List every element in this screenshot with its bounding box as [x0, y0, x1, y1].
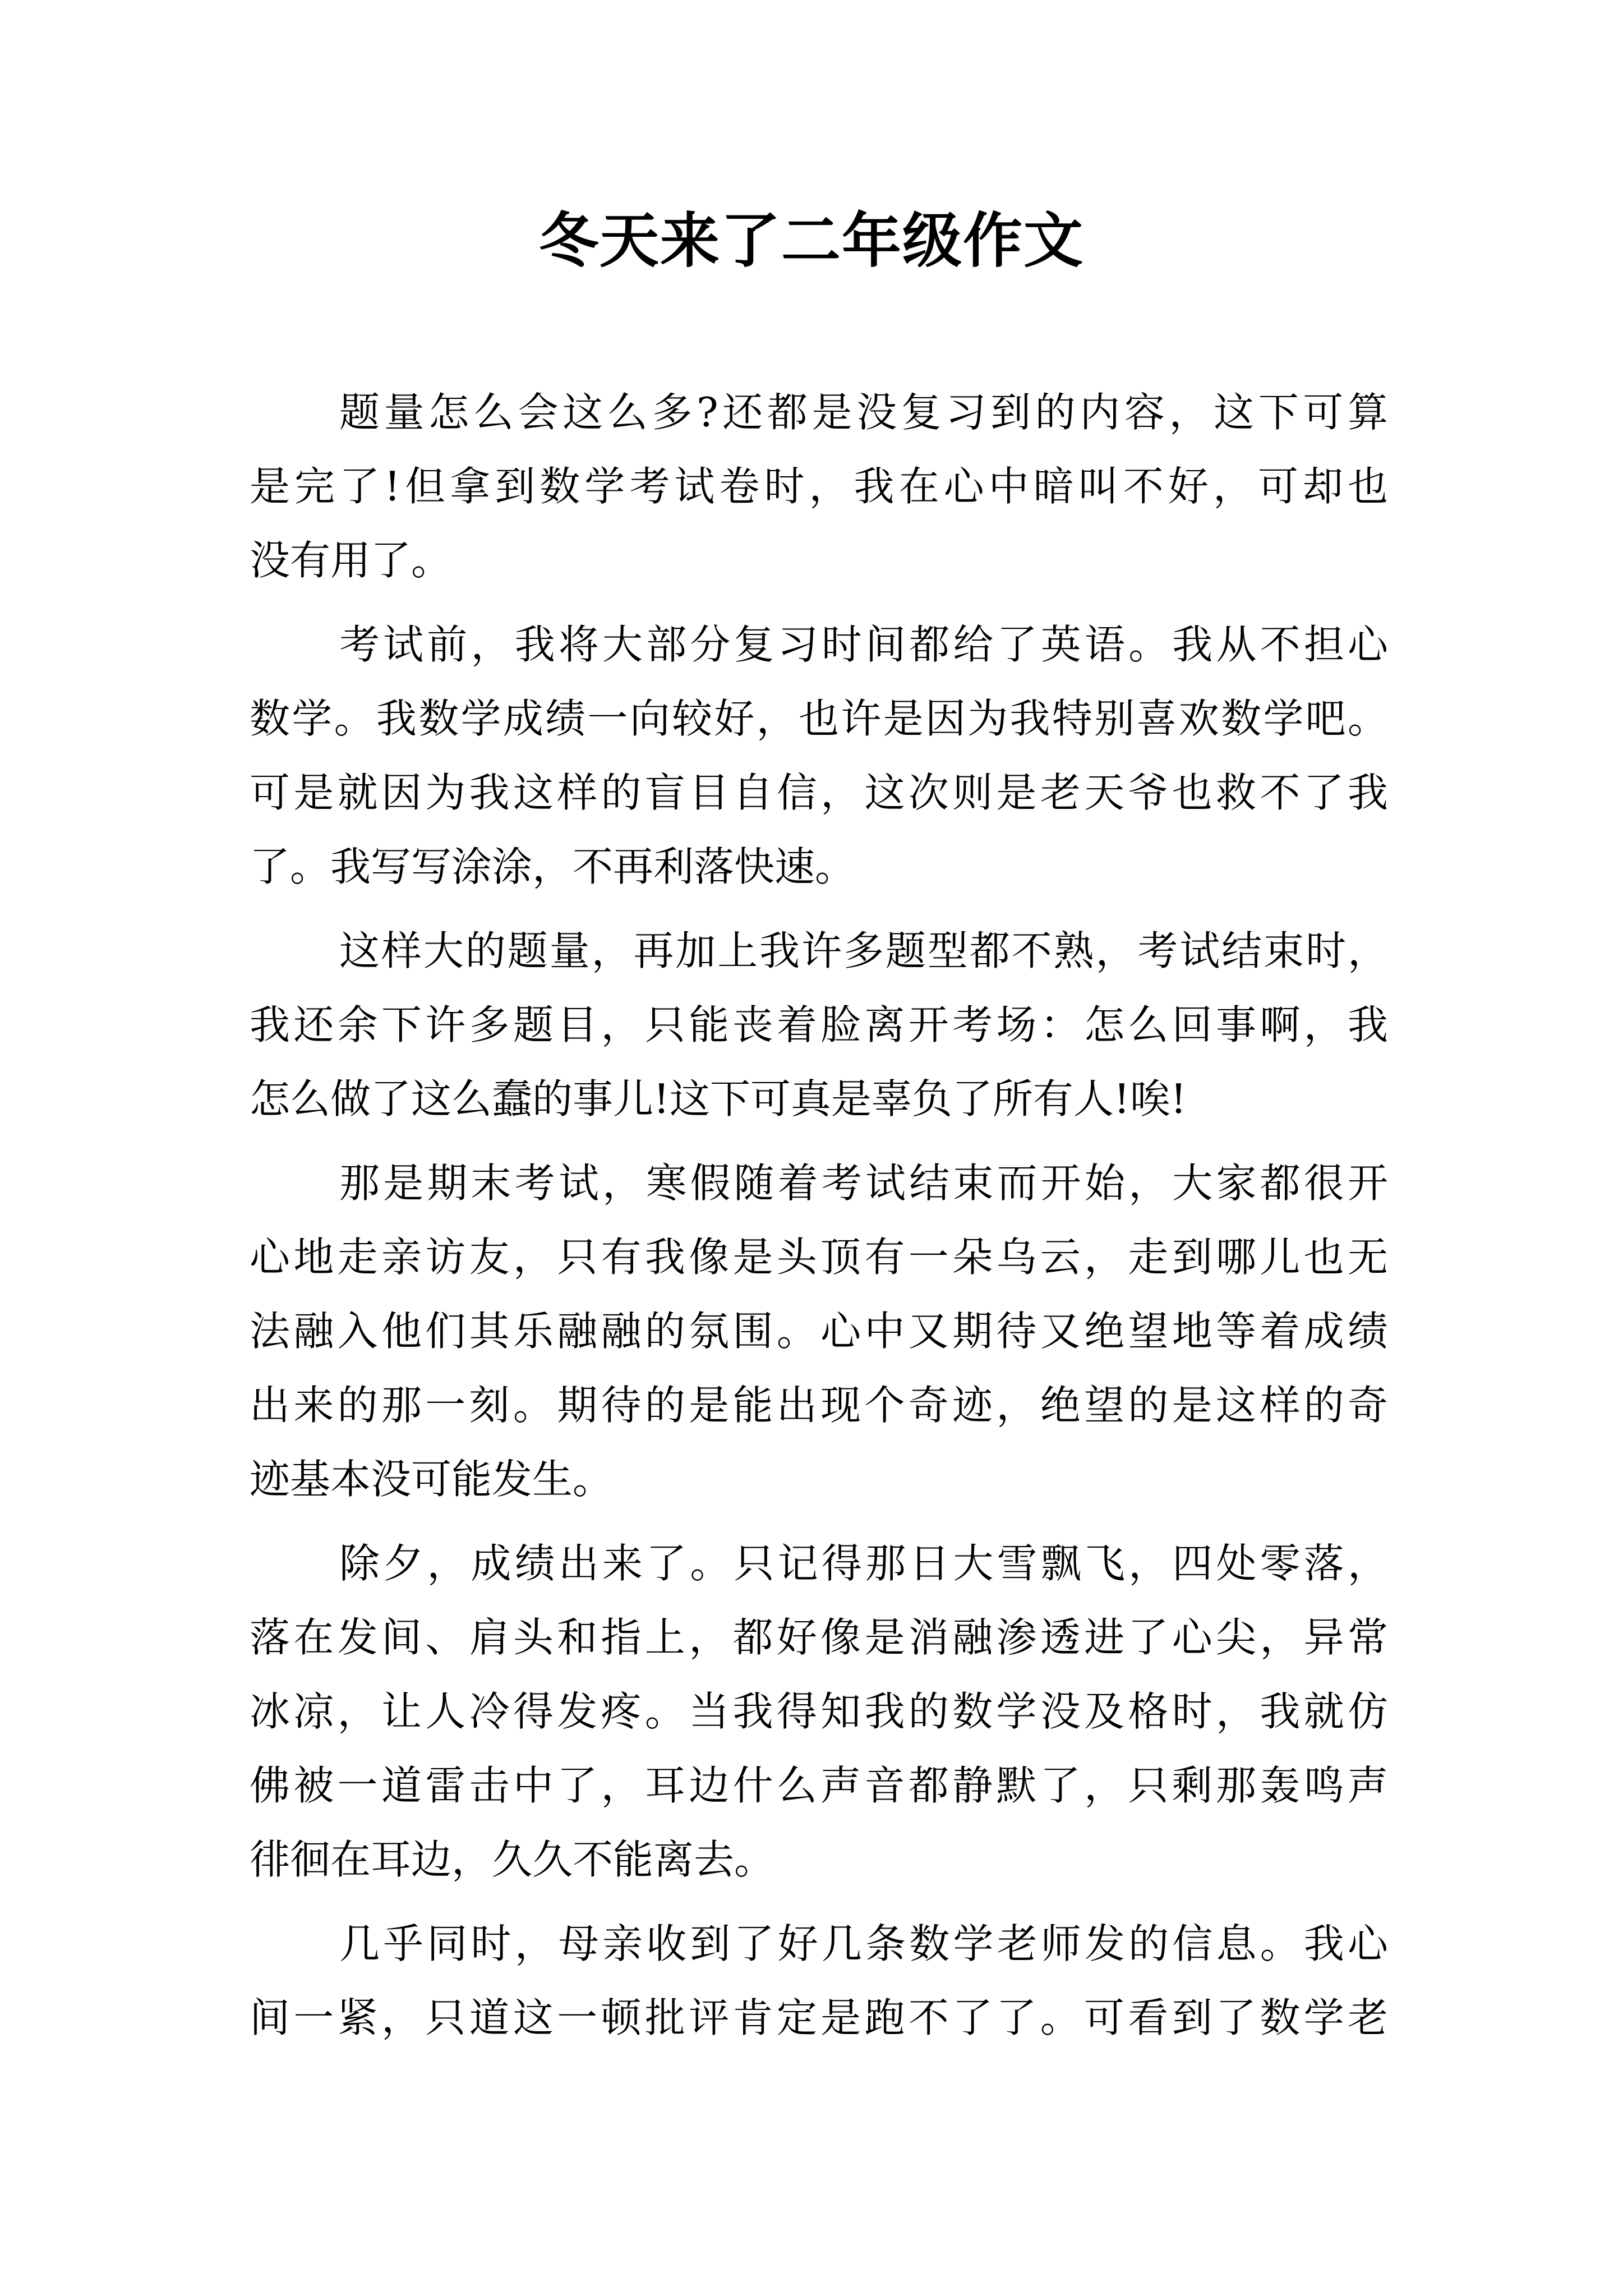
paragraph-6-line-1: 几乎同时，母亲收到了好几条数学老师发的信息。我心 [339, 1920, 1388, 1967]
paragraph-4-line-4: 出来的那一刻。期待的是能出现个奇迹，绝望的是这样的奇 [250, 1382, 1388, 1429]
paragraph-3-line-3: 怎么做了这么蠢的事儿!这下可真是辜负了所有人!唉! [250, 1075, 1187, 1122]
paragraph-3-line-1: 这样大的题量，再加上我许多题型都不熟，考试结束时， [339, 927, 1388, 974]
page-title: 冬天来了二年级作文 [539, 206, 1084, 275]
paragraph-1-line-1: 题量怎么会这么多?还都是没复习到的内容，这下可算 [339, 389, 1388, 436]
paragraph-5-line-5: 徘徊在耳边，久久不能离去。 [250, 1836, 775, 1883]
paragraph-2-line-2: 数学。我数学成绩一向较好，也许是因为我特别喜欢数学吧。 [250, 695, 1388, 742]
paragraph-1-line-2: 是完了!但拿到数学考试卷时，我在心中暗叫不好，可却也 [250, 463, 1388, 510]
paragraph-1-line-3: 没有用了。 [250, 537, 452, 584]
paragraph-2-line-3: 可是就因为我这样的盲目自信，这次则是老天爷也救不了我 [250, 769, 1388, 816]
paragraph-4-line-1: 那是期末考试，寒假随着考试结束而开始，大家都很开 [339, 1159, 1388, 1207]
paragraph-5-line-2: 落在发间、肩头和指上，都好像是消融渗透进了心尖，异常 [250, 1614, 1388, 1661]
paragraph-2-line-1: 考试前，我将大部分复习时间都给了英语。我从不担心 [339, 621, 1388, 668]
paragraph-6-line-2: 间一紧，只道这一顿批评肯定是跑不了了。可看到了数学老 [250, 1994, 1388, 2041]
paragraph-5-line-4: 佛被一道雷击中了，耳边什么声音都静默了，只剩那轰鸣声 [250, 1762, 1388, 1809]
paragraph-3-line-2: 我还余下许多题目，只能丧着脸离开考场：怎么回事啊，我 [250, 1001, 1388, 1048]
paragraph-2-line-4: 了。我写写涂涂，不再利落快速。 [250, 843, 856, 890]
paragraph-5-line-1: 除夕，成绩出来了。只记得那日大雪飘飞，四处零落， [339, 1540, 1388, 1587]
paragraph-4-line-3: 法融入他们其乐融融的氛围。心中又期待又绝望地等着成绩 [250, 1308, 1388, 1355]
paragraph-4-line-5: 迹基本没可能发生。 [250, 1456, 614, 1503]
paragraph-5-line-3: 冰凉，让人冷得发疼。当我得知我的数学没及格时，我就仿 [250, 1688, 1388, 1735]
paragraph-4-line-2: 心地走亲访友，只有我像是头顶有一朵乌云，走到哪儿也无 [250, 1234, 1388, 1281]
